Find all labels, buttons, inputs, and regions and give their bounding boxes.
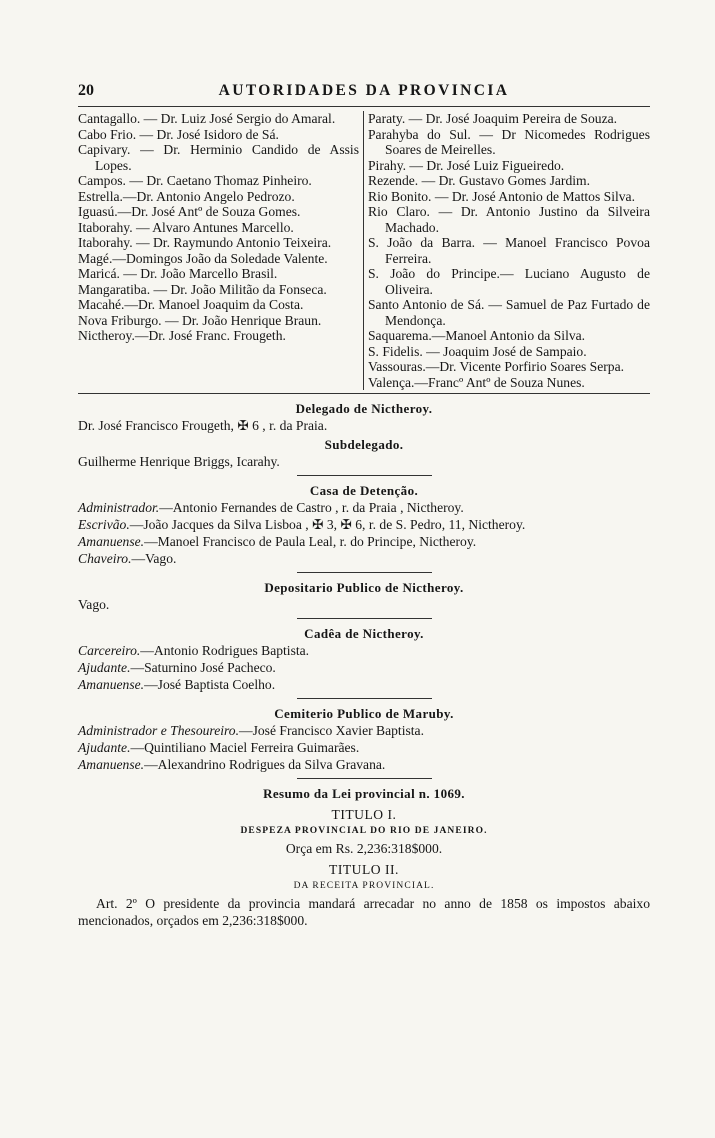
staff-line (78, 722, 650, 739)
list-item: Maricá. — Dr. João Marcello Brasil. (78, 266, 278, 281)
page-header (78, 82, 650, 106)
resumo-section (78, 785, 650, 929)
staff-role: Administrador e Thesoureiro. (78, 723, 239, 738)
staff-role: Amanuense. (78, 677, 145, 692)
list-item: S. João do Principe.— Luciano Augusto de Oliveira. (368, 266, 650, 297)
list-item: Valença.—Francº Antº de Souza Nunes. (368, 374, 585, 390)
staff-line (78, 676, 650, 693)
section-divider (297, 475, 432, 476)
orca-line: Orça em Rs. 2,236:318$000. (285, 841, 443, 856)
section-heading: Delegado de Nictheroy. (295, 401, 433, 416)
document-page (78, 82, 650, 929)
section-heading: Casa de Detenção. (309, 483, 419, 498)
staff-name: —Vago. (131, 551, 177, 566)
list-item: Estrella.—Dr. Antonio Angelo Pedrozo. (78, 188, 295, 204)
depositario-text: Vago. (78, 597, 110, 612)
list-item: S. Fidelis. — Joaquim José de Sampaio. (368, 343, 587, 359)
list-item: Santo Antonio de Sá. — Samuel de Paz Furtado de Mendonça. (368, 297, 650, 328)
staff-name: —José Francisco Xavier Baptista. (239, 723, 424, 738)
cadea-section (78, 625, 650, 693)
section-divider (297, 618, 432, 619)
staff-role: Amanuense. (78, 757, 145, 772)
staff-name: —José Baptista Coelho. (144, 677, 276, 692)
staff-line (78, 550, 650, 567)
list-item: Macahé.—Dr. Manoel Joaquim da Costa. (78, 297, 304, 312)
staff-role: Chaveiro. (78, 551, 132, 566)
article-paragraph: Art. 2º O presidente da provincia mandará arrecadar no anno de 1858 os impostos abaixo mencionados, orçados em 2,236:318$000. (78, 896, 650, 928)
staff-role: Amanuense. (78, 534, 145, 549)
depositario-section (78, 579, 650, 613)
list-item: Iguasú.—Dr. José Antº de Souza Gomes. (78, 204, 301, 219)
right-column (364, 111, 650, 390)
authorities-columns (78, 111, 650, 390)
list-item: Rio Bonito. — Dr. José Antonio de Mattos Silva. (368, 188, 635, 204)
list-item: Cabo Frio. — Dr. José Isidoro de Sá. (78, 126, 279, 142)
casa-detencao-section (78, 482, 650, 567)
staff-name: —Alexandrino Rodrigues da Silva Gravana. (144, 757, 386, 772)
delegado-text: Dr. José Francisco Frougeth, ✠ 6 , r. da Praia. (78, 418, 328, 433)
section-heading: Resumo da Lei provincial n. 1069. (263, 786, 465, 801)
staff-name: —Manoel Francisco de Paula Leal, r. do Principe, Nictheroy. (144, 534, 477, 549)
section-heading: Depositario Publico de Nictheroy. (264, 580, 464, 595)
staff-line (78, 739, 650, 756)
staff-name: —Saturnino José Pacheco. (130, 660, 276, 675)
section-divider (297, 778, 432, 779)
list-item: Mangaratiba. — Dr. João Militão da Fonseca. (78, 281, 327, 297)
section-heading: Cemiterio Publico de Maruby. (274, 706, 454, 721)
header-rule (78, 106, 650, 107)
list-item: Pirahy. — Dr. José Luiz Figueiredo. (368, 157, 565, 173)
columns-bottom-rule (78, 393, 650, 394)
left-column (78, 111, 364, 390)
titulo-subheading: DA RECEITA PROVINCIAL. (293, 881, 435, 891)
delegado-section (78, 400, 650, 470)
staff-line (78, 533, 650, 550)
staff-name: —João Jacques da Silva Lisboa , ✠ 3, ✠ 6, r. de S. Pedro, 11, Nictheroy. (129, 517, 526, 532)
staff-line (78, 756, 650, 773)
section-heading: Cadêa de Nictheroy. (304, 626, 424, 641)
list-item: Nictheroy.—Dr. José Franc. Frougeth. (78, 328, 286, 343)
page-number: 20 (78, 82, 94, 99)
staff-role: Escrivão. (78, 517, 130, 532)
running-title: AUTORIDADES DA PROVINCIA (218, 82, 510, 99)
list-item: Rezende. — Dr. Gustavo Gomes Jardim. (368, 173, 590, 188)
staff-line (78, 642, 650, 659)
staff-line (78, 499, 650, 516)
section-divider (297, 572, 432, 573)
staff-name: —Antonio Rodrigues Baptista. (140, 643, 310, 658)
subdelegado-text: Guilherme Henrique Briggs, Icarahy. (78, 454, 280, 469)
staff-line (78, 516, 650, 533)
list-item: Magé.—Domingos João da Soledade Valente. (78, 250, 328, 266)
staff-name: —Quintiliano Maciel Ferreira Guimarães. (130, 740, 360, 755)
list-item: Paraty. — Dr. José Joaquim Pereira de Souza. (368, 111, 618, 126)
list-item: Cantagallo. — Dr. Luiz José Sergio do Amaral. (78, 111, 336, 126)
list-item: Parahyba do Sul. — Dr Nicomedes Rodrigues Soares de Meirelles. (368, 126, 650, 157)
list-item: Itaborahy. — Dr. Raymundo Antonio Teixeira. (78, 235, 332, 250)
titulo-subheading: DESPEZA PROVINCIAL DO RIO DE JANEIRO. (240, 826, 488, 836)
staff-name: —Antonio Fernandes de Castro , r. da Praia , Nictheroy. (159, 500, 464, 515)
staff-role: Ajudante. (78, 660, 131, 675)
list-item: Capivary. — Dr. Herminio Candido de Assis Lopes. (78, 142, 359, 173)
section-subheading: Subdelegado. (324, 437, 404, 452)
staff-role: Administrador. (78, 500, 160, 515)
cemiterio-section (78, 705, 650, 773)
list-item: Rio Claro. — Dr. Antonio Justino da Silveira Machado. (368, 204, 650, 235)
list-item: Saquarema.—Manoel Antonio da Silva. (368, 328, 586, 343)
list-item: Nova Friburgo. — Dr. João Henrique Braun. (78, 312, 322, 328)
list-item: Vassouras.—Dr. Vicente Porfirio Soares Serpa. (368, 359, 625, 374)
staff-role: Carcereiro. (78, 643, 141, 658)
staff-role: Ajudante. (78, 740, 131, 755)
section-divider (297, 698, 432, 699)
titulo-heading: TITULO II. (329, 862, 399, 877)
list-item: Itaborahy. — Alvaro Antunes Marcello. (78, 219, 294, 235)
titulo-heading: TITULO I. (331, 807, 397, 822)
list-item: Campos. — Dr. Caetano Thomaz Pinheiro. (78, 173, 312, 188)
list-item: S. João da Barra. — Manoel Francisco Povoa Ferreira. (368, 235, 650, 266)
staff-line (78, 659, 650, 676)
